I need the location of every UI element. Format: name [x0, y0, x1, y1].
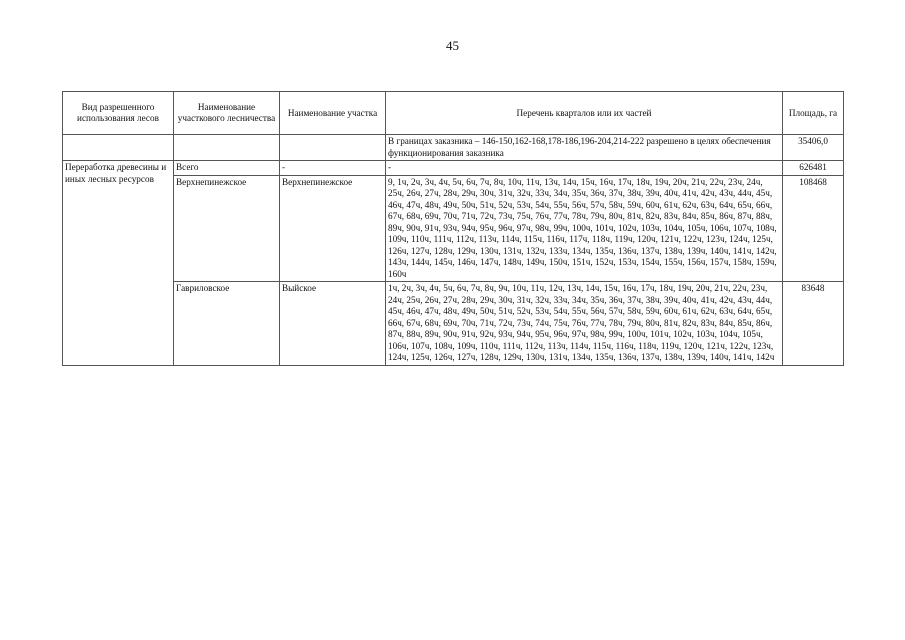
cell-quarters: -: [386, 161, 783, 176]
table-row: [63, 175, 844, 282]
header-quarters: Перечень кварталов или их частей: [386, 92, 783, 135]
cell-forestry: Верхнепинежское: [174, 175, 280, 282]
page-number: 45: [446, 38, 459, 53]
table-header-row: [63, 92, 844, 135]
cell-area: 83648: [783, 282, 844, 366]
cell-quarters: В границах заказника – 146-150,162-168,178-186,196-204,214-222 разрешено в целях обеспечения функционирования заказника: [386, 135, 783, 161]
cell-area: 626481: [783, 161, 844, 176]
header-site: Наименование участка: [280, 92, 386, 135]
cell-site: Выйское: [280, 282, 386, 366]
cell-forestry: Гавриловское: [174, 282, 280, 366]
header-area: Площадь, га: [783, 92, 844, 135]
table-row: [63, 282, 844, 366]
cell-quarters: 9, 1ч, 2ч, 3ч, 4ч, 5ч, 6ч, 7ч, 8ч, 10ч, 11ч, 13ч, 14ч, 15ч, 16ч, 17ч, 18ч, 19ч, 20ч, 21ч, 22ч, 23ч, 24ч, 25ч, 26ч, 27ч, 28ч, 29ч, 30ч, 31ч, 32ч, 33ч, 34ч, 35ч, 36ч, 37ч, 38ч, 39ч, 40ч, 41ч, 42ч, 43ч, 44ч, 45ч, 46ч, 47ч, 48ч, 49ч, 50ч, 51ч, 52ч, 53ч, 54ч, 55ч, 56ч, 57ч, 58ч, 59ч, 60ч, 61ч, 62ч, 63ч, 64ч, 65ч, 66ч, 67ч, 68ч, 69ч, 70ч, 71ч, 72ч, 73ч, 75ч, 76ч, 77ч, 78ч, 79ч, 80ч, 81ч, 82ч, 83ч, 84ч, 85ч, 86ч, 87ч, 88ч, 89ч, 90ч, 91ч, 93ч, 94ч, 95ч, 96ч, 97ч, 98ч, 99ч, 100ч, 101ч, 102ч, 103ч, 104ч, 105ч, 106ч, 107ч, 108ч, 109ч, 110ч, 111ч, 112ч, 113ч, 114ч, 115ч, 116ч, 117ч, 118ч, 119ч, 120ч, 121ч, 122ч, 123ч, 124ч, 125ч, 126ч, 127ч, 128ч, 129ч, 130ч, 131ч, 132ч, 133ч, 134ч, 135ч, 136ч, 137ч, 138ч, 139ч, 140ч, 141ч, 142ч, 143ч, 144ч, 145ч, 146ч, 147ч, 148ч, 149ч, 150ч, 151ч, 152ч, 153ч, 154ч, 155ч, 156ч, 157ч, 158ч, 159ч, 160ч: [386, 175, 783, 282]
cell-site: Верхнепинежское: [280, 175, 386, 282]
table-row: [63, 161, 844, 176]
forest-use-table: [62, 91, 844, 366]
cell-forestry: [174, 135, 280, 161]
cell-use-type: [63, 135, 174, 161]
cell-use-type: Переработка древесины и иных лесных ресурсов: [63, 161, 174, 366]
cell-site: -: [280, 161, 386, 176]
cell-area: 108468: [783, 175, 844, 282]
header-forestry: Наименование участкового лесничества: [174, 92, 280, 135]
header-use-type: Вид разрешенного использования лесов: [63, 92, 174, 135]
cell-quarters: 1ч, 2ч, 3ч, 4ч, 5ч, 6ч, 7ч, 8ч, 9ч, 10ч, 11ч, 12ч, 13ч, 14ч, 15ч, 16ч, 17ч, 18ч, 19ч, 20ч, 21ч, 22ч, 23ч, 24ч, 25ч, 26ч, 27ч, 28ч, 29ч, 30ч, 31ч, 32ч, 33ч, 34ч, 35ч, 36ч, 37ч, 38ч, 39ч, 40ч, 41ч, 42ч, 43ч, 44ч, 45ч, 46ч, 47ч, 48ч, 49ч, 50ч, 51ч, 52ч, 53ч, 54ч, 55ч, 56ч, 57ч, 58ч, 59ч, 60ч, 61ч, 62ч, 63ч, 64ч, 65ч, 66ч, 67ч, 68ч, 69ч, 70ч, 71ч, 72ч, 73ч, 74ч, 75ч, 76ч, 77ч, 78ч, 79ч, 80ч, 81ч, 82ч, 83ч, 84ч, 85ч, 86ч, 87ч, 88ч, 89ч, 90ч, 91ч, 92ч, 93ч, 94ч, 95ч, 96ч, 97ч, 98ч, 99ч, 100ч, 101ч, 102ч, 103ч, 104ч, 105ч, 106ч, 107ч, 108ч, 109ч, 110ч, 111ч, 112ч, 113ч, 114ч, 115ч, 116ч, 118ч, 119ч, 120ч, 121ч, 122ч, 123ч, 124ч, 125ч, 126ч, 127ч, 128ч, 129ч, 130ч, 131ч, 134ч, 135ч, 136ч, 137ч, 138ч, 139ч, 140ч, 141ч, 142ч: [386, 282, 783, 366]
cell-area: 35406,0: [783, 135, 844, 161]
cell-site: [280, 135, 386, 161]
cell-forestry: Всего: [174, 161, 280, 176]
table-row: [63, 135, 844, 161]
